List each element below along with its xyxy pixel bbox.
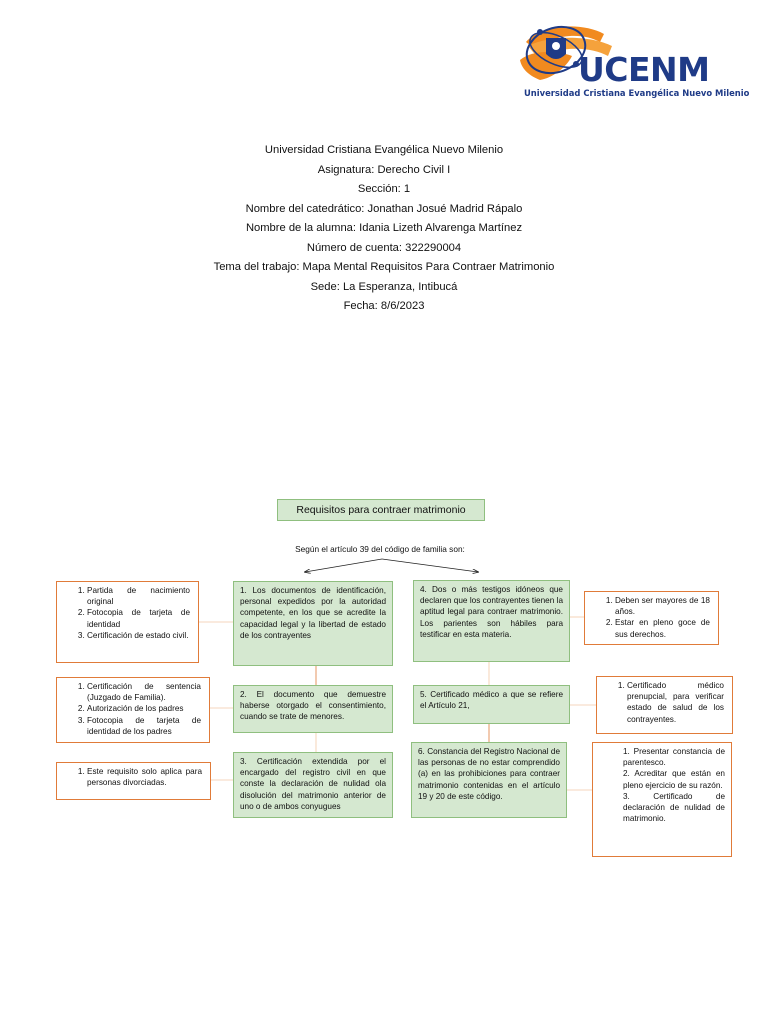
requirement-3: 3. Certificación extendida por el encargado del registro civil en que conste la declaración de nulidad ola disolución del matrimonio anterior de uno o de ambos conyugues	[233, 752, 393, 818]
requirement-2: 2. El documento que demuestre haberse otorgado el consentimiento, cuando se trate de menores.	[233, 685, 393, 733]
list-item: 1. Este requisito solo aplica para personas divorciadas.	[87, 766, 202, 788]
university-name: Universidad Cristiana Evangélica Nuevo Milenio	[264, 144, 504, 156]
list-item: 1. Presentar constancia de parentesco.	[623, 747, 725, 768]
list-item: 3. Fotocopia de tarjeta de identidad de los padres	[87, 715, 201, 737]
requirement-1: 1. Los documentos de identificación, personal expedidos por la autoridad competente, en los que se acredite la capacidad legal y la libertad de estado de los contrayentes	[233, 581, 393, 666]
list-item: 3. Certificado de declaración de nulidad de matrimonio.	[623, 791, 725, 824]
list-item: 1. Certificación de sentencia (Juzgado de Familia).	[87, 681, 201, 703]
list-item: 1. Certificado médico prenupcial, para verificar estado de salud de los contrayentes.	[627, 680, 724, 725]
detail-divorce	[56, 762, 211, 800]
list-item: 2. Autorización de los padres	[87, 703, 201, 714]
mindmap-title: Requisitos para contraer matrimonio	[277, 499, 485, 521]
list-item: 1. Partida de nacimiento original	[87, 585, 190, 607]
requirement-6: 6. Constancia del Registro Nacional de las personas de no estar comprendido (a) en las prohibiciones para contraer matrimonio contenidas en el artículo 19 y 20 de este código.	[411, 742, 567, 818]
student-name: Nombre de la alumna: Idania Lizeth Alvarenga Martínez	[245, 222, 523, 234]
account-number: Número de cuenta: 322290004	[306, 241, 462, 254]
detail-witnesses	[584, 591, 719, 645]
list-item: 2. Fotocopia de tarjeta de identidad	[87, 607, 190, 629]
section: Sección: 1	[357, 183, 411, 195]
requirement-4: 4. Dos o más testigos idóneos que declaren que los contrayentes tienen la aptitud legal para contraer matrimonio. Los parientes son hábiles para testificar en esta materia.	[413, 580, 570, 662]
list-item: 2. Acreditar que están en pleno ejercicio de su razón.	[623, 769, 725, 790]
mindmap-subtitle: Según el artículo 39 del código de familia son:	[295, 544, 465, 554]
campus: Sede: La Esperanza, Intibucá	[310, 280, 458, 293]
requirement-5: 5. Certificado médico a que se refiere el Artículo 21,	[413, 685, 570, 724]
subject: Asignatura: Derecho Civil I	[317, 163, 451, 176]
list-item: 1. Deben ser mayores de 18 años.	[615, 595, 710, 617]
date: Fecha: 8/6/2023	[343, 300, 425, 312]
list-item: 3. Certificación de estado civil.	[87, 630, 190, 641]
list-item: 2. Estar en pleno goce de sus derechos.	[615, 617, 710, 639]
cover-info	[0, 141, 768, 317]
detail-registry	[592, 742, 732, 857]
detail-medical	[596, 676, 733, 734]
detail-documents	[56, 581, 199, 663]
logo-tagline: Universidad Cristiana Evangélica Nuevo Milenio	[524, 88, 750, 98]
logo-wordmark: UCENM	[578, 50, 710, 89]
work-topic: Tema del trabajo: Mapa Mental Requisitos Para Contraer Matrimonio	[213, 261, 555, 273]
professor-name: Nombre del catedrático: Jonathan Josué Madrid Rápalo	[245, 202, 523, 215]
detail-consent	[56, 677, 210, 743]
